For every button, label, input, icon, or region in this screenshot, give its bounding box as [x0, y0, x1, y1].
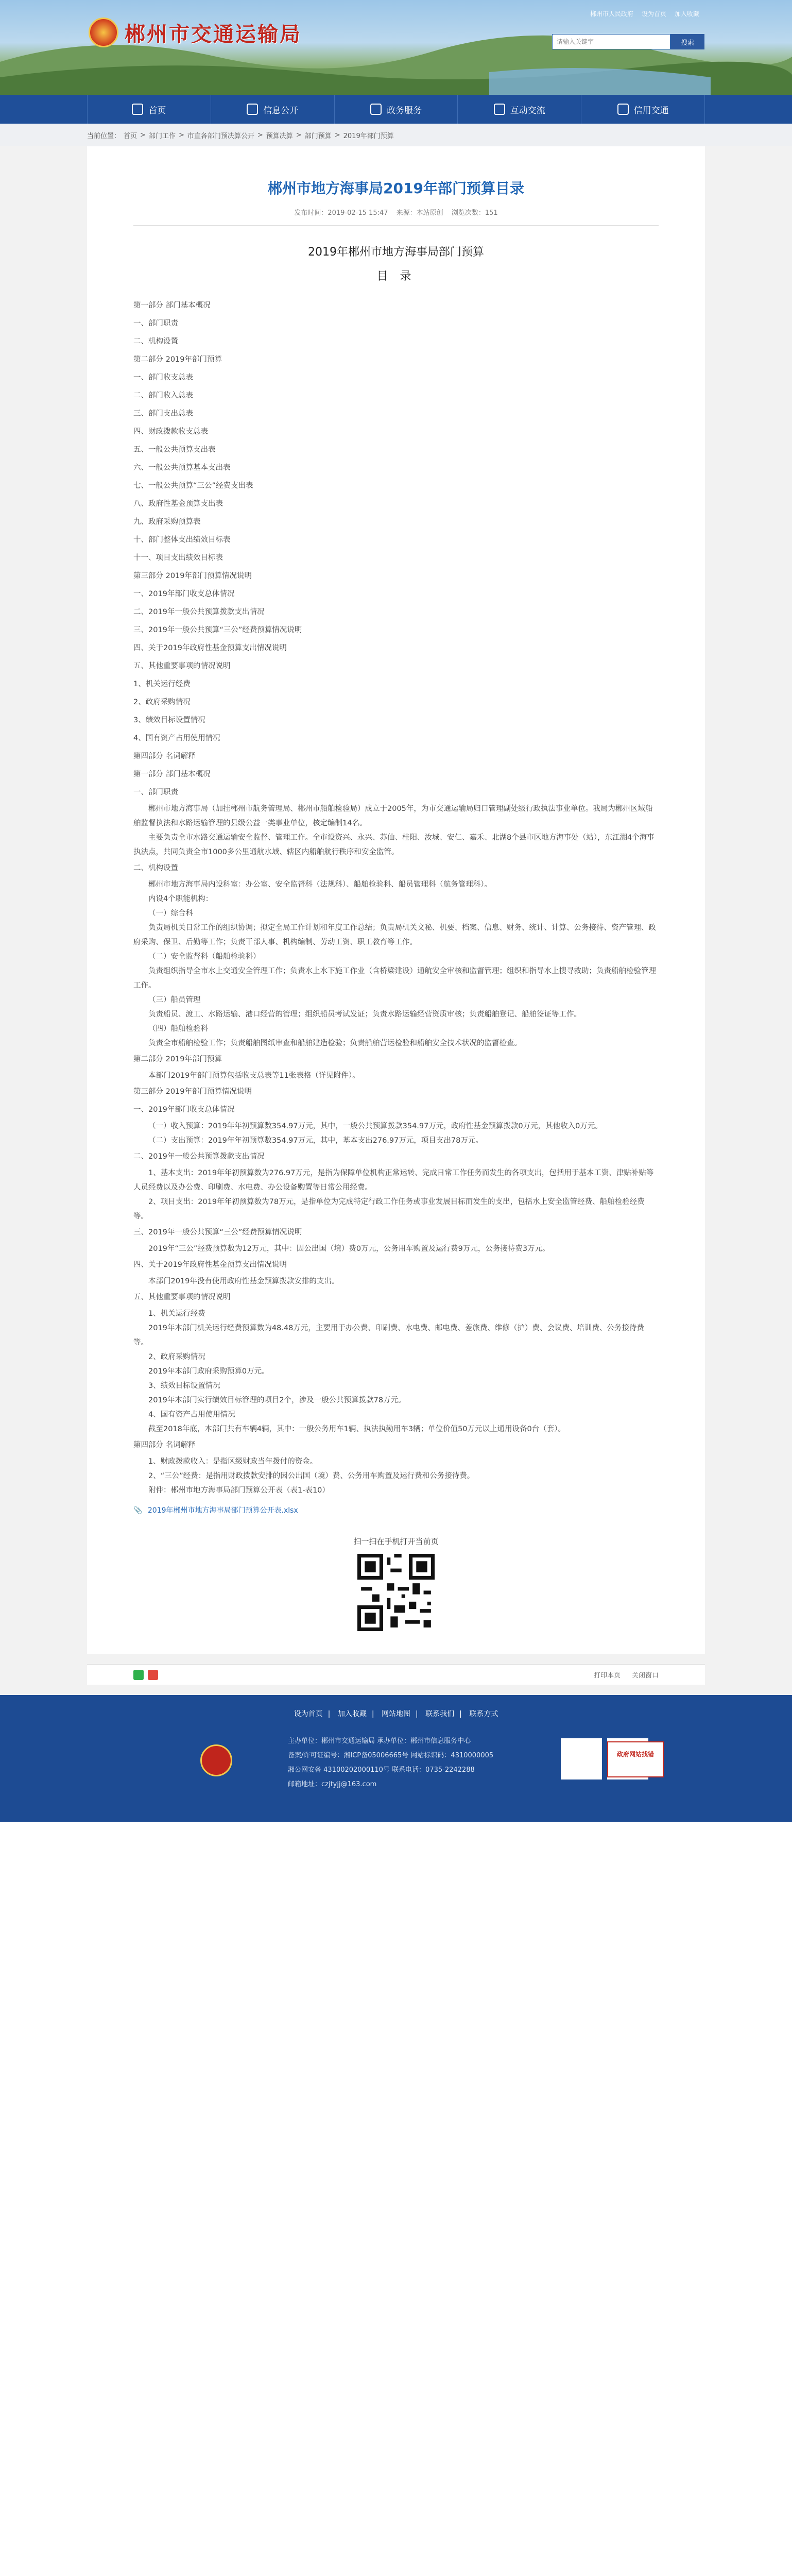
qr-caption: 扫一扫在手机打开当前页 [353, 1537, 439, 1546]
nav-home[interactable] [87, 95, 211, 124]
footer-link[interactable]: 加入收藏 [337, 1710, 367, 1718]
footer-line: 邮箱地址：czjtyjj@163.com [288, 1781, 377, 1788]
breadcrumb-budget-public[interactable]: 市直各部门预决算公开 [187, 132, 254, 140]
toc-item: 五、一般公共预算支出表 [133, 446, 216, 454]
nav-label: 信用交通 [633, 105, 669, 116]
breadcrumb-sep: > [257, 131, 263, 139]
nav-label: 信息公开 [263, 105, 299, 116]
main-area [0, 146, 792, 1695]
qr-code [357, 1554, 435, 1631]
toc-item: 十一、项目支出绩效目标表 [133, 554, 223, 562]
footer-links: 设为首页 | 加入收藏 | 网站地图 | 联系我们 | 联系方式 [294, 1710, 498, 1718]
nav-info-public[interactable] [211, 95, 335, 124]
footer-line: 湘公网安备 43100202000110号 联系电话：0735-2242288 [288, 1766, 475, 1774]
toc-item: 3、绩效目标设置情况 [133, 716, 205, 724]
chat-icon [494, 104, 505, 115]
attachment-label[interactable]: 2019年郴州市地方海事局部门预算公开表.xlsx [147, 1506, 298, 1515]
doc-title: 2019年郴州市地方海事局部门预算 [308, 246, 484, 259]
body-paragraph: 负责全市船舶检验工作；负责船舶图纸审查和船舶建造检验；负责船舶营运检验和船舶安全技术状况的监督检查。 [148, 1039, 522, 1047]
gov-error-badge[interactable]: 政府网站找错 [607, 1741, 664, 1777]
view-count: 浏览次数：151 [451, 209, 498, 217]
article-container [87, 146, 705, 1654]
body-paragraph: 本部门2019年部门预算包括收支总表等11张表格（详见附件）。 [148, 1072, 360, 1080]
breadcrumb-sep: > [140, 131, 146, 139]
toc-item: 第二部分 2019年部门预算 [133, 355, 222, 364]
qr-block [133, 1536, 659, 1633]
footer-line: 备案/许可证编号：湘ICP备05006665号 网站标识码：4310000005 [288, 1752, 494, 1759]
body-paragraph: 五、其他重要事项的情况说明 [133, 1293, 231, 1301]
top-links [590, 9, 699, 18]
article-meta [133, 207, 659, 226]
site-logo[interactable] [89, 18, 302, 47]
body-paragraph: 主要负责全市水路交通运输安全监督、管理工作。全市设资兴、永兴、苏仙、桂阳、汝城、安仁、嘉禾、北湖8个县市区地方海事处（站），东江湖4个海事执法点，共同负责全市1000多公里通航水域、辖区内船舶航行秩序和安全监管。 [133, 834, 655, 856]
toc-item: 一、部门收支总表 [133, 374, 193, 382]
body-paragraph: 第二部分 2019年部门预算 [133, 1055, 222, 1063]
party-gov-badge-icon[interactable] [200, 1744, 232, 1776]
body-paragraph: 负责组织指导全市水上交通安全管理工作；负责水上水下施工作业（含桥梁建设）通航安全审核和监督管理；组织和指导水上搜寻救助；负责船舶检验管理工作。 [133, 967, 656, 990]
body-paragraph: （四）船舶检验科 [148, 1025, 208, 1033]
toc-item: 第一部分 部门基本概况 [133, 301, 211, 310]
doc-subtitle: 目 录 [376, 270, 416, 283]
breadcrumb-sep: > [178, 131, 184, 139]
emblem-icon [89, 18, 118, 47]
body-paragraph: （二）支出预算：2019年年初预算数354.97万元，其中，基本支出276.97万元，项目支出78万元。 [148, 1137, 483, 1145]
wechat-share-icon[interactable] [133, 1670, 144, 1680]
weibo-share-icon[interactable] [148, 1670, 158, 1680]
body-paragraph: 负责局机关日常工作的组织协调；拟定全局工作计划和年度工作总结；负责局机关文秘、机要、档案、信息、财务、统计、计算、公务接待、资产管理、政府采购、保卫、后勤等工作；负责干部人事、机构编制、劳动工资、职工教育等工作。 [133, 924, 656, 946]
info-icon [247, 104, 258, 115]
body-paragraph: 1、基本支出：2019年年初预算数为276.97万元，是指为保障单位机构正常运转、完成日常工作任务而发生的各项支出，包括用于基本工资、津贴补贴等人员经费以及办公费、印刷费、水电费、办公设备购置等日常公用经费。 [133, 1169, 654, 1192]
body-paragraph: 二、2019年一般公共预算拨款支出情况 [133, 1153, 265, 1161]
page-tools [594, 1670, 659, 1680]
toc-item: 第三部分 2019年部门预算情况说明 [133, 572, 252, 580]
body-paragraph: 一、2019年部门收支总体情况 [133, 1106, 235, 1114]
nav-credit[interactable] [581, 95, 705, 124]
attachment-link[interactable] [133, 1505, 659, 1515]
body-paragraph: 一、部门职责 [133, 788, 178, 796]
table-of-contents [133, 297, 659, 766]
breadcrumb [87, 124, 705, 146]
body-paragraph: 2、项目支出：2019年年初预算数为78万元，是指单位为完成特定行政工作任务或事业发展目标而发生的支出，包括水上安全监管经费、船舶检验经费等。 [133, 1198, 645, 1221]
toc-item: 九、政府采购预算表 [133, 518, 201, 526]
footer-link[interactable]: 设为首页 [294, 1710, 323, 1718]
search-button[interactable]: 搜索 [670, 34, 704, 49]
body-paragraph: （二）安全监督科（船舶检验科） [148, 953, 261, 961]
breadcrumb-dept-budget[interactable]: 部门预算 [304, 132, 332, 140]
body-paragraph: 郴州市地方海事局内设科室：办公室、安全监督科（法规科）、船舶检验科、船员管理科（航务管理科）。 [148, 880, 492, 889]
footer-line: 主办单位：郴州市交通运输局 承办单位：郴州市信息服务中心 [288, 1737, 471, 1745]
body-paragraph: （三）船员管理 [148, 996, 201, 1004]
footer-link[interactable]: 网站地图 [382, 1710, 410, 1718]
toc-item: 二、部门收入总表 [133, 392, 193, 400]
body-paragraph: 内设4个职能机构： [148, 895, 213, 903]
toc-item: 十、部门整体支出绩效目标表 [133, 536, 231, 544]
body-paragraph: 第四部分 名词解释 [133, 1441, 196, 1449]
nav-label: 互动交流 [510, 105, 545, 116]
body-paragraph: 1、机关运行经费 [148, 1310, 205, 1318]
toc-item: 四、关于2019年政府性基金预算支出情况说明 [133, 644, 287, 652]
body-paragraph: 三、2019年一般公共预算“三公”经费预算情况说明 [133, 1228, 302, 1236]
body-paragraph: 2019年本部门机关运行经费预算数为48.48万元，主要用于办公费、印刷费、水电费、邮电费、差旅费、维修（护）费、会议费、培训费、公务接待费等。 [133, 1324, 644, 1347]
body-paragraph: 1、财政拨款收入：是指区级财政当年拨付的资金。 [148, 1458, 318, 1466]
top-link-favorite[interactable]: 加入收藏 [674, 10, 699, 18]
body-paragraph: 郴州市地方海事局（加挂郴州市航务管理局、郴州市船舶检验局）成立于2005年，为市交通运输局归口管理副处级行政执法事业单位。我局为郴州区域船舶监督执法和水路运输管理的县级公益一类事业单位，核定编制14名。 [133, 805, 653, 827]
body-paragraph: （一）综合科 [148, 909, 193, 918]
top-link-gov[interactable]: 郴州市人民政府 [590, 10, 633, 18]
toc-item: 七、一般公共预算“三公”经费支出表 [133, 482, 253, 490]
breadcrumb-budget-final[interactable]: 预算决算 [266, 132, 293, 140]
toc-item: 一、2019年部门收支总体情况 [133, 590, 235, 598]
article-title: 郴州市地方海事局2019年部门预算目录 [268, 180, 524, 197]
site-title: 郴州市交通运输局 [125, 22, 302, 46]
breadcrumb-current[interactable]: 2019年部门预算 [343, 132, 394, 140]
body-paragraph: 第三部分 2019年部门预算情况说明 [133, 1088, 252, 1096]
body-paragraph: 2、“三公”经费：是指用财政拨款安排的因公出国（境）费、公务用车购置及运行费和公务接待费。 [148, 1472, 475, 1480]
print-button[interactable]: 打印本页 [593, 1672, 621, 1680]
toc-item: 二、2019年一般公共预算拨款支出情况 [133, 608, 265, 616]
body-paragraph: 本部门2019年没有使用政府性基金预算拨款安排的支出。 [148, 1277, 339, 1285]
body-paragraph: 负责船员、渡工、水路运输、港口经营的管理；组织船员考试发证；负责水路运输经营资质审核；负责船舶登记、船舶签证等工作。 [148, 1010, 581, 1019]
toc-item: 2、政府采购情况 [133, 698, 191, 706]
breadcrumb-dept-work[interactable]: 部门工作 [148, 132, 176, 140]
nav-interaction[interactable] [458, 95, 581, 124]
toc-item: 1、机关运行经费 [133, 680, 191, 688]
nav-gov-service[interactable] [335, 95, 458, 124]
footer-link[interactable]: 联系我们 [425, 1710, 455, 1718]
toc-item: 四、财政拨款收支总表 [133, 428, 208, 436]
search-box [552, 34, 704, 49]
body-paragraph: （一）收入预算：2019年年初预算数354.97万元，其中，一般公共预算拨款354.97万元，政府性基金预算拨款0万元，其他收入0万元。 [148, 1122, 602, 1130]
footer-text [288, 1734, 493, 1792]
toc-item: 六、一般公共预算基本支出表 [133, 464, 231, 472]
toc-item: 八、政府性基金预算支出表 [133, 500, 223, 508]
toc-item: 第四部分 名词解释 [133, 752, 196, 760]
article-body [133, 766, 659, 1498]
body-paragraph: 2、政府采购情况 [148, 1353, 205, 1361]
article-source: 来源：本站原创 [396, 209, 443, 217]
share-buttons [133, 1670, 158, 1680]
body-paragraph: 二、机构设置 [133, 864, 178, 872]
breadcrumb-sep: > [296, 131, 302, 139]
footer-info [87, 1734, 705, 1822]
publish-date: 发布时间：2019-02-15 15:47 [294, 209, 388, 217]
attachment-icon: 📎 [133, 1506, 143, 1515]
toc-item: 三、部门支出总表 [133, 410, 193, 418]
breadcrumb-bar [0, 124, 792, 146]
breadcrumb-prefix: 当前位置： [87, 132, 121, 140]
body-paragraph: 截至2018年底，本部门共有车辆4辆，其中：一般公务用车1辆、执法执勤用车3辆；单位价值50万元以上通用设备0台（套）。 [148, 1425, 565, 1433]
breadcrumb-sep: > [334, 131, 340, 139]
toc-item: 二、机构设置 [133, 337, 178, 346]
toc-item: 4、国有资产占用使用情况 [133, 734, 220, 742]
toc-item: 三、2019年一般公共预算“三公”经费预算情况说明 [133, 626, 302, 634]
body-paragraph: 2019年本部门实行绩效目标管理的项目2个，涉及一般公共预算拨款78万元。 [148, 1396, 406, 1404]
breadcrumb-home[interactable]: 首页 [124, 132, 137, 140]
service-icon [370, 104, 382, 115]
footer-qr-code [561, 1738, 602, 1780]
body-paragraph: 2019年本部门政府采购预算0万元。 [148, 1367, 269, 1376]
body-paragraph: 第一部分 部门基本概况 [133, 770, 211, 778]
site-header [0, 0, 792, 95]
body-paragraph: 附件：郴州市地方海事局部门预算公开表（表1-表10） [148, 1486, 330, 1495]
footer-link[interactable]: 联系方式 [469, 1710, 498, 1718]
toc-item: 一、部门职责 [133, 319, 178, 328]
close-button[interactable]: 关闭窗口 [631, 1672, 659, 1680]
credit-icon [617, 104, 629, 115]
toc-item: 五、其他重要事项的情况说明 [133, 662, 231, 670]
body-paragraph: 3、绩效目标设置情况 [148, 1382, 220, 1390]
home-icon [132, 104, 143, 115]
article-toolbar [87, 1664, 705, 1685]
nav-label: 首页 [148, 105, 166, 116]
nav-label: 政务服务 [386, 105, 422, 116]
site-footer [0, 1695, 792, 1822]
body-paragraph: 4、国有资产占用使用情况 [148, 1411, 235, 1419]
body-paragraph: 2019年“三公”经费预算数为12万元，其中：因公出国（境）费0万元，公务用车购置及运行费9万元，公务接待费3万元。 [148, 1245, 550, 1253]
main-nav [0, 95, 792, 124]
top-link-homepage[interactable]: 设为首页 [641, 10, 666, 18]
body-paragraph: 四、关于2019年政府性基金预算支出情况说明 [133, 1261, 287, 1269]
search-input[interactable] [552, 34, 670, 49]
